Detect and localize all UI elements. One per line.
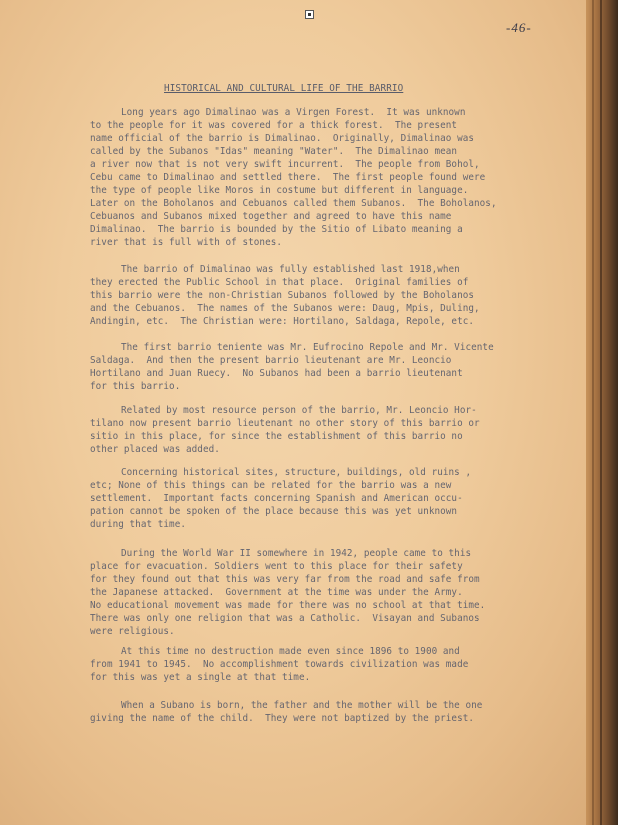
text-line: from 1941 to 1945. No accomplishment towards civilization was made — [90, 659, 469, 670]
text-line: this barrio were the non-Christian Subanos followed by the Boholanos — [90, 290, 475, 301]
clip-icon — [305, 10, 314, 19]
paragraph-tenientes — [0, 341, 494, 393]
text-line: Hortilano and Juan Ruecy. No Subanos had been a barrio lieutenant — [90, 368, 463, 379]
text-line: to the people for it was covered for a thick forest. The present — [90, 120, 458, 131]
paragraph-destruction — [0, 645, 468, 684]
text-line: during that time. — [90, 519, 187, 530]
text-line: Cebu came to Dimalinao and settled there. The first people found were — [90, 172, 486, 183]
text-line: they erected the Public School in that place. Original families of — [90, 277, 469, 288]
text-line: When a Subano is born, the father and the mother will be the one — [121, 700, 483, 711]
text-line: sitio in this place, for since the establishment of this barrio no — [90, 431, 463, 442]
text-line: Andingin, etc. The Christian were: Hortilano, Saldaga, Repole, etc. — [90, 316, 475, 327]
text-line: river that is full with of stones. — [90, 237, 283, 248]
text-line: Cebuanos and Subanos mixed together and agreed to have this name — [90, 211, 452, 222]
text-line: other placed was added. — [90, 444, 220, 455]
text-line: place for evacuation. Soldiers went to this place for their safety — [90, 561, 463, 572]
text-line: were religious. — [90, 626, 175, 637]
text-line: etc; None of this things can be related for the barrio was a new — [90, 480, 452, 491]
text-line: At this time no destruction made even since 1896 to 1900 and — [121, 646, 460, 657]
text-line: There was only one religion that was a Catholic. Visayan and Subanos — [90, 613, 480, 624]
text-line: the Japanese attacked. Government at the time was under the Army. — [90, 587, 463, 598]
text-line: The first barrio teniente was Mr. Eufrocino Repole and Mr. Vicente — [121, 342, 494, 353]
text-line: settlement. Important facts concerning Spanish and American occu- — [90, 493, 463, 504]
text-line: giving the name of the child. They were not baptized by the priest. — [90, 713, 475, 724]
paragraph-world-war — [0, 547, 485, 638]
paragraph-naming — [0, 699, 482, 725]
text-line: the type of people like Moros in costume but different in language. — [90, 185, 469, 196]
text-line: During the World War II somewhere in 1942, people came to this — [121, 548, 472, 559]
text-line: Related by most resource person of the barrio, Mr. Leoncio Hor- — [121, 405, 477, 416]
text-line: tilano now present barrio lieutenant no other story of this barrio or — [90, 418, 480, 429]
paragraph-establishment — [0, 263, 480, 328]
text-line: No educational movement was made for there was no school at that time. — [90, 600, 486, 611]
paragraph-origin — [0, 106, 497, 249]
text-line: for this barrio. — [90, 381, 181, 392]
text-line: Concerning historical sites, structure, buildings, old ruins , — [121, 467, 472, 478]
text-line: name official of the barrio is Dimalinao. Originally, Dimalinao was — [90, 133, 475, 144]
paragraph-resource-person — [0, 404, 480, 456]
text-line: The barrio of Dimalinao was fully established last 1918,when — [121, 264, 460, 275]
text-line: pation cannot be spoken of the place because this was yet unknown — [90, 506, 458, 517]
paragraph-historical-sites — [0, 466, 471, 531]
text-line: Saldaga. And then the present barrio lieutenant are Mr. Leoncio — [90, 355, 452, 366]
text-line: for they found out that this was very far from the road and safe from — [90, 574, 480, 585]
text-line: for this was yet a single at that time. — [90, 672, 311, 683]
text-line: called by the Subanos "Idas" meaning "Water". The Dimalinao mean — [90, 146, 458, 157]
book-page-edge — [586, 0, 618, 825]
text-line: a river now that is not very swift incurrent. The people from Bohol, — [90, 159, 480, 170]
text-line: and the Cebuanos. The names of the Subanos were: Daug, Mpis, Duling, — [90, 303, 480, 314]
text-line: Long years ago Dimalinao was a Virgen Forest. It was unknown — [121, 107, 466, 118]
page-number: -46- — [506, 20, 532, 35]
text-line: Dimalinao. The barrio is bounded by the Sitio of Libato meaning a — [90, 224, 463, 235]
document-title: HISTORICAL AND CULTURAL LIFE OF THE BARRIO — [164, 83, 404, 94]
text-line: Later on the Boholanos and Cebuanos called them Subanos. The Boholanos, — [90, 198, 497, 209]
